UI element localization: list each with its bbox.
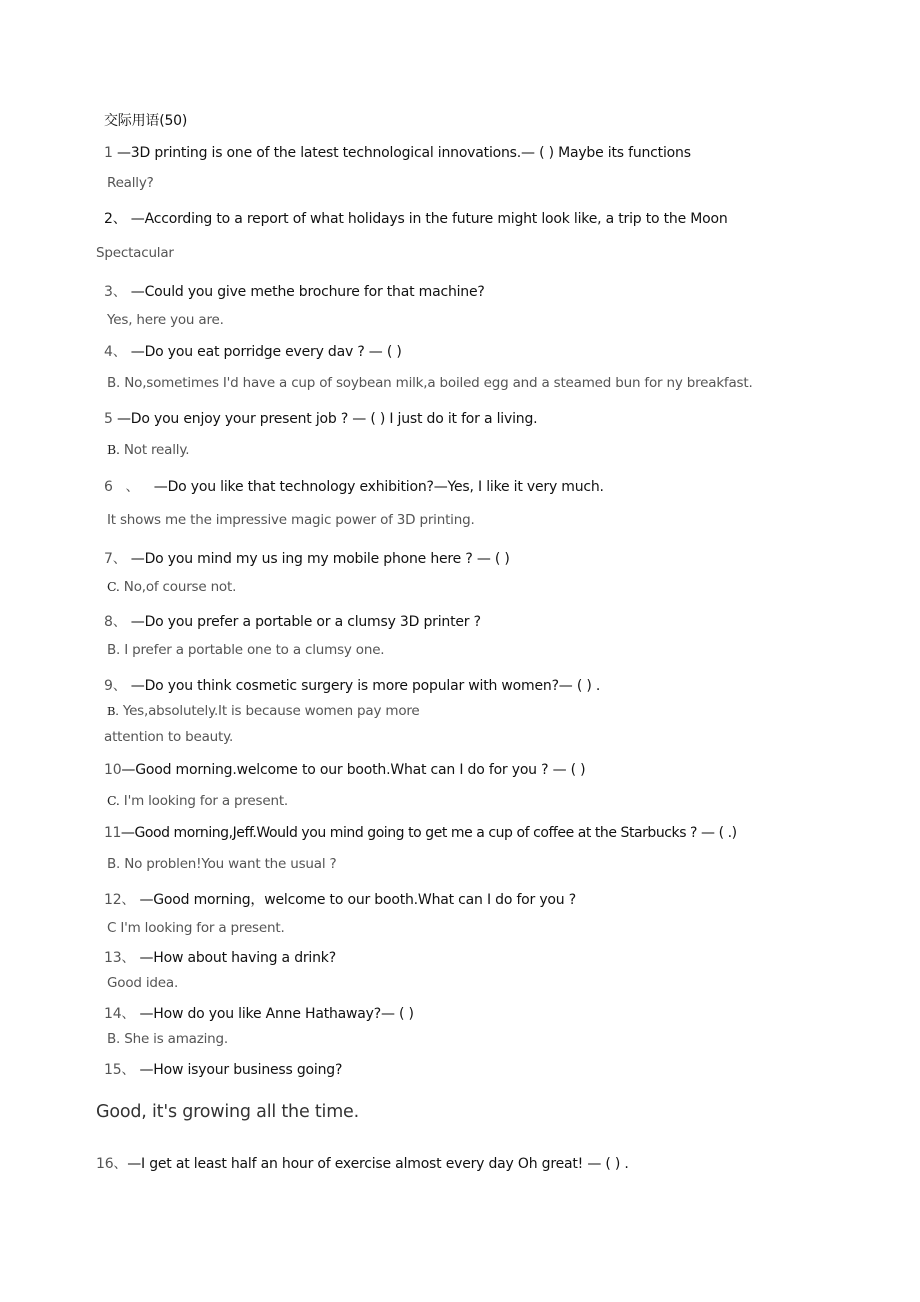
question-number: 7、 bbox=[104, 551, 127, 567]
answer-11: B. No problen!You want the usual ? bbox=[107, 856, 337, 872]
question-number: 2、 bbox=[104, 211, 127, 227]
question-10 bbox=[104, 762, 585, 778]
answer-14: B. She is amazing. bbox=[107, 1031, 228, 1047]
answer-2: Spectacular bbox=[96, 245, 174, 261]
question-8 bbox=[104, 611, 481, 631]
answer-9-continued: attention to beauty. bbox=[104, 729, 234, 745]
question-number: 12、 bbox=[104, 892, 136, 908]
question-text: —Do you think cosmetic surgery is more popular with women?— ( ) . bbox=[130, 678, 601, 694]
question-15 bbox=[104, 1059, 342, 1079]
option-letter: B. bbox=[107, 442, 120, 457]
answer-4: B. No,sometimes I'd have a cup of soybean milk,a boiled egg and a steamed bun for ny breakfast. bbox=[107, 375, 753, 391]
question-6 bbox=[104, 476, 604, 496]
answer-13: Good idea. bbox=[107, 975, 179, 991]
option-letter: B. bbox=[107, 704, 119, 718]
question-number: 10 bbox=[104, 762, 122, 778]
answer-12: C I'm looking for a present. bbox=[107, 920, 285, 936]
question-text: —Good morning，welcome to our booth.What can I do for you ? bbox=[139, 892, 576, 908]
answer-text: No,of course not. bbox=[123, 579, 237, 595]
answer-text: Yes,absolutely.It is because women pay more bbox=[122, 703, 420, 719]
question-number: 11 bbox=[104, 825, 121, 841]
question-text: —Good morning.welcome to our booth.What can I do for you ? — ( ) bbox=[121, 762, 586, 778]
question-number: 1 bbox=[104, 145, 113, 161]
question-text: —How do you like Anne Hathaway?— ( ) bbox=[139, 1006, 414, 1022]
question-3 bbox=[104, 281, 485, 301]
question-14 bbox=[104, 1003, 414, 1023]
question-number: 5 bbox=[104, 411, 113, 427]
question-1 bbox=[104, 145, 691, 161]
question-text: —Do you prefer a portable or a clumsy 3D printer ? bbox=[130, 614, 481, 630]
question-4 bbox=[104, 341, 402, 361]
question-text: —Good morning,Jeff.Would you mind going to get me a cup of coffee at the Starbucks ? — ( .) bbox=[120, 825, 737, 841]
question-text: —Do you like that technology exhibition?—Yes, I like it very much. bbox=[153, 479, 604, 495]
answer-3: Yes, here you are. bbox=[107, 312, 224, 328]
question-text: —How about having a drink? bbox=[139, 950, 336, 966]
question-number: 15、 bbox=[104, 1062, 136, 1078]
question-text: —How isyour business going? bbox=[139, 1062, 343, 1078]
answer-1: Really? bbox=[107, 175, 154, 191]
question-5 bbox=[104, 411, 537, 427]
question-16 bbox=[96, 1153, 629, 1173]
question-number: 16、 bbox=[96, 1156, 128, 1172]
question-7 bbox=[104, 548, 510, 568]
answer-text: I'm looking for a present. bbox=[123, 793, 289, 809]
question-number: 9、 bbox=[104, 678, 127, 694]
question-2 bbox=[104, 208, 728, 228]
question-text: —I get at least half an hour of exercise almost every day Oh great! — ( ) . bbox=[127, 1156, 629, 1172]
question-text: —Do you enjoy your present job ? — ( ) I just do it for a living. bbox=[116, 411, 538, 427]
answer-6: It shows me the impressive magic power of 3D printing. bbox=[107, 512, 475, 528]
question-text: —Do you mind my us ing my mobile phone here ? — ( ) bbox=[130, 551, 510, 567]
question-12 bbox=[104, 889, 576, 909]
answer-10 bbox=[107, 793, 288, 809]
question-11 bbox=[104, 825, 737, 841]
option-letter: C. bbox=[107, 579, 120, 594]
answer-7 bbox=[107, 579, 236, 595]
answer-15: Good, it's growing all the time. bbox=[96, 1102, 359, 1122]
question-number: 6 、 bbox=[104, 479, 140, 495]
question-number: 4、 bbox=[104, 344, 127, 360]
answer-8: B. I prefer a portable one to a clumsy one. bbox=[107, 642, 385, 658]
document-title: 交际用语(50) bbox=[104, 113, 188, 129]
question-text: —Could you give methe brochure for that machine? bbox=[130, 284, 485, 300]
question-number: 3、 bbox=[104, 284, 127, 300]
question-9 bbox=[104, 675, 600, 695]
question-number: 8、 bbox=[104, 614, 127, 630]
option-letter: C. bbox=[107, 793, 120, 808]
question-text: —Do you eat porridge every dav ? — ( ) bbox=[130, 344, 402, 360]
question-text: —According to a report of what holidays in the future might look like, a trip to the Moon bbox=[130, 211, 728, 227]
answer-9 bbox=[107, 703, 420, 719]
question-13 bbox=[104, 947, 336, 967]
question-number: 13、 bbox=[104, 950, 136, 966]
answer-5 bbox=[107, 442, 189, 458]
question-number: 14、 bbox=[104, 1006, 136, 1022]
question-text: —3D printing is one of the latest technological innovations.— ( ) Maybe its functions bbox=[116, 145, 691, 161]
answer-text: Not really. bbox=[123, 442, 190, 458]
